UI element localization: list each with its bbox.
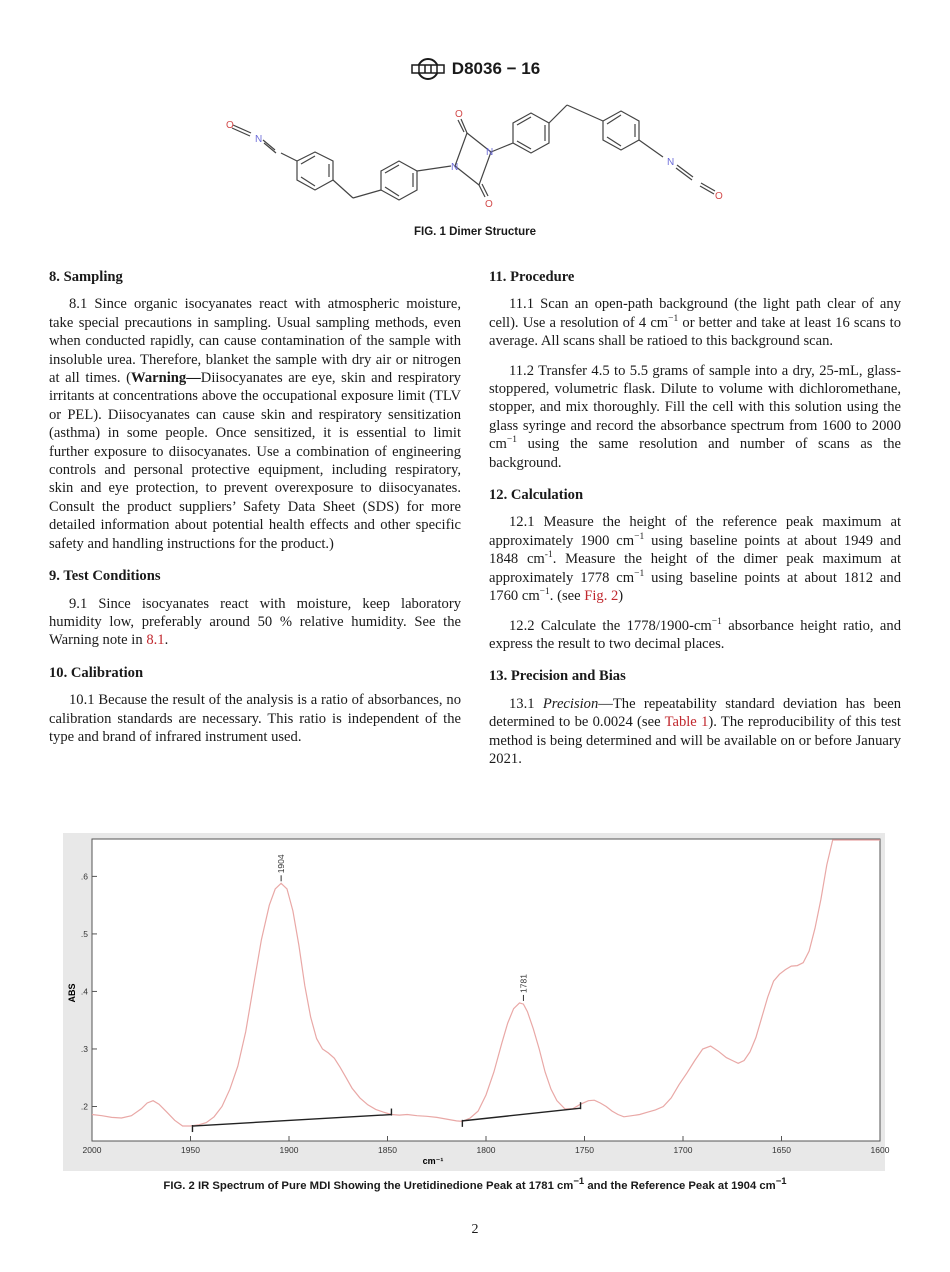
fig1-caption: FIG. 1 Dimer Structure <box>413 226 537 238</box>
left-column <box>49 268 461 757</box>
peak-label: 1781 <box>518 974 529 993</box>
atom-n-1: N <box>255 134 263 145</box>
x-tick-label: 2000 <box>82 1145 102 1155</box>
x-tick-label: 1650 <box>772 1145 791 1155</box>
section-9-1-paragraph: 9.1 Since isocyanates react with moisture, keep laboratory humidity low, preferably around 50 % relative humidity. See the Warning note in 8.1. <box>49 595 461 649</box>
section-12-heading: 12. Calculation <box>489 487 584 504</box>
section-10-heading: 10. Calibration <box>49 664 144 681</box>
section-13-heading: 13. Precision and Bias <box>489 668 626 685</box>
y-tick-label: .5 <box>80 928 88 939</box>
page-number: 2 <box>471 1222 479 1237</box>
y-tick-label: .6 <box>80 871 88 882</box>
section-11-1-paragraph: 11.1 Scan an open-path background (the light path clear of any cell). Use a resolution of 4 $cm^{-1}$ or better and take at least 16 scans to average. All scans shall be ratioed to this background scan. <box>489 296 901 350</box>
x-tick-label: 1600 <box>870 1145 890 1155</box>
standard-designation: D8036 − 16 <box>451 59 541 78</box>
x-tick-label: 1850 <box>378 1145 397 1155</box>
section-11-2-paragraph: 11.2 Transfer 4.5 to 5.5 grams of sample into a dry, 25-mL, glass-stoppered, volumetric flask. Dilute to volume with dichloromethane, stopper, and mix thoroughly. Fill the cell with this solution using the glass syringe and record the absorbance spectrum from 1600 to 2000 $cm^{-1}$ using the same resolution and number of scans as the background. <box>489 362 901 471</box>
atom-n-3: N <box>486 147 494 158</box>
section-12-2-paragraph: 12.2 Calculate the $1778/1900-cm^{-1}$ absorbance height ratio, and express the result to two decimal places. <box>489 616 902 652</box>
y-tick-label: .4 <box>80 986 88 997</box>
section-10-1-paragraph: 10.1 Because the result of the analysis is a ratio of absorbances, no calibration standards are necessary. This ratio is independent of the type and brand of infrared instrument used. <box>49 692 461 745</box>
y-axis-label: ABS <box>67 983 77 1003</box>
astm-logo-icon <box>410 58 446 80</box>
x-tick-label: 1900 <box>279 1145 299 1155</box>
atom-o-3: O <box>485 199 493 210</box>
y-tick-label: .3 <box>80 1043 88 1054</box>
ir-spectrum-chart <box>63 833 890 1171</box>
section-8-1-paragraph: 8.1 Since organic isocyanates react with atmospheric moisture, take special precautions in sampling. Usual sampling methods, even when conducted rapidly, can cause contamination of the sample with insoluble urea. Therefore, blanket the sample with dry air or nitrogen at all times. (Warning—Diisocyanates are eye, skin and respiratory irritants at concentrations above the occupational exposure limit (TLV or PEL). Diisocyanates can cause skin and respiratory sensitization (asthma) in some people. Once sensitized, it is essential to limit further exposure to diisocyanates. Use a combination of engineering controls and personal protective equipment, including respiratory, skin and eye protection, to prevent overexposure to diisocyanates. Consult the product suppliers’ Safety Data Sheet (SDS) for more detailed information about potential health effects and other specific safety and handling instructions for the product.) <box>49 296 461 552</box>
atom-n-2: N <box>451 162 459 173</box>
section-12-1-paragraph: 12.1 Measure the height of the reference peak maximum at approximately 1900 $cm^{-1}$ using baseline points at about 1949 and 1848 $cm^{-1}$. Measure the height of the dimer peak maximum at approximately 1778 $cm^{-1}$ using baseline points at about 1812 and 1760 $cm^{-1}$. (see Fig. 2) <box>489 514 901 605</box>
peak-label: 1904 <box>276 854 287 874</box>
ref-link-table-1[interactable]: Table 1 <box>664 714 709 731</box>
section-8-heading: 8. Sampling <box>49 269 123 285</box>
dimer-structure-figure <box>215 95 735 225</box>
section-11-heading: 11. Procedure <box>489 269 575 285</box>
atom-o-1: O <box>226 120 234 131</box>
atom-o-2: O <box>455 109 463 120</box>
x-axis-label: cm⁻¹ <box>422 1156 444 1166</box>
x-tick-label: 1750 <box>575 1145 594 1155</box>
y-tick-label: .2 <box>80 1101 88 1112</box>
section-13-1-paragraph: 13.1 Precision—The repeatability standard deviation has been determined to be 0.0024 (see Table 1). The reproducibility of this test method is being determined and will be available on or before January 2021. <box>489 695 901 767</box>
x-tick-label: 1950 <box>181 1145 200 1155</box>
atom-o-4: O <box>715 191 723 202</box>
fig2-caption: FIG. 2 IR Spectrum of Pure MDI Showing the Uretidinedione Peak at 1781 $cm^{-1}$ and the Reference Peak at 1904 $cm^{-1}$ <box>163 1176 787 1192</box>
x-tick-label: 1800 <box>476 1145 496 1155</box>
section-9-heading: 9. Test Conditions <box>49 568 161 585</box>
ref-link-fig-2[interactable]: Fig. 2 <box>584 588 619 605</box>
right-column <box>489 268 901 779</box>
warning-label: Warning— <box>131 370 201 387</box>
page-header <box>0 56 950 82</box>
atom-n-4: N <box>667 157 675 168</box>
x-tick-label: 1700 <box>673 1145 693 1155</box>
ref-link-8-1[interactable]: 8.1 <box>146 632 165 649</box>
